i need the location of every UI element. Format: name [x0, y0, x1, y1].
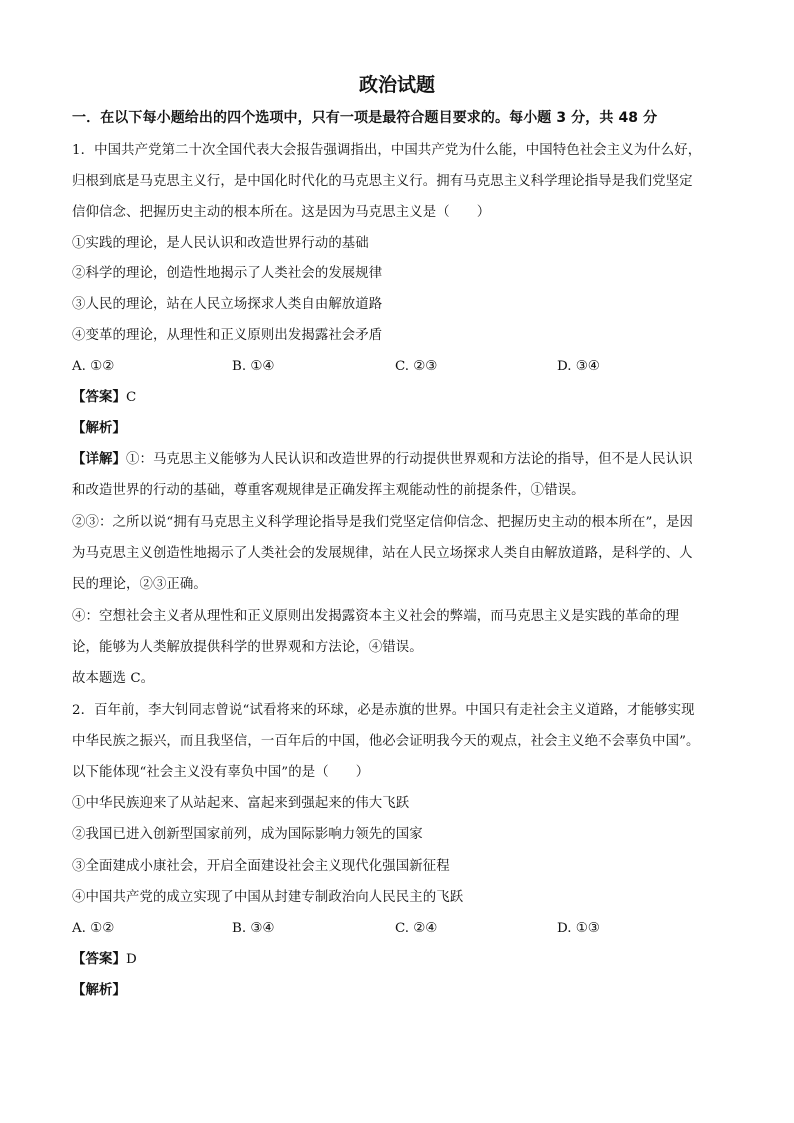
q1-detail-line: 和改造世界的行动的基础，尊重客观规律是正确发挥主观能动性的前提条件，①错误。	[72, 483, 585, 498]
q2-item: ①中华民族迎来了从站起来、富起来到强起来的伟大飞跃	[72, 796, 410, 811]
q1-detail-line: 为马克思主义创造性地揭示了人类社会的发展规律，站在人民立场探求人类自由解放道路，是科学的、人	[72, 546, 693, 561]
q2-stem-line: 中华民族之振兴，而且我坚信，一百年后的中国，他必会证明我今天的观点，社会主义绝不会辜负中国”。	[72, 734, 700, 749]
q1-item: ②科学的理论，创造性地揭示了人类社会的发展规律	[72, 266, 383, 281]
q1-answer	[72, 388, 732, 408]
q1-detail-line: ④：空想社会主义者从理性和正义原则出发揭露资本主义社会的弊端，而马克思主义是实践的革命的理	[72, 609, 680, 624]
q2-option-b: B. ③④	[232, 921, 275, 936]
detail-tag: 【详解】	[72, 452, 126, 467]
q2-stem-line: 以下能体现“社会主义没有辜负中国”的是（ ）	[72, 765, 370, 780]
q1-item: ①实践的理论，是人民认识和改造世界行动的基础	[72, 236, 369, 251]
q2-analysis-tag	[72, 981, 732, 1001]
q2-item: ②我国已进入创新型国家前列，成为国际影响力领先的国家	[72, 827, 423, 842]
q1-item: ④变革的理论，从理性和正义原则出发揭露社会矛盾	[72, 328, 383, 343]
page-title: 政治试题	[358, 74, 435, 96]
q1-item: ③人民的理论，站在人民立场探求人类自由解放道路	[72, 297, 383, 312]
q1-option-b: B. ①④	[232, 359, 275, 374]
analysis-tag: 【解析】	[72, 421, 126, 436]
answer-value: D	[125, 952, 137, 967]
q1-stem-line: 归根到底是马克思主义行，是中国化时代化的马克思主义行。拥有马克思主义科学理论指导是我们党坚定	[72, 174, 693, 189]
analysis-tag: 【解析】	[72, 983, 126, 998]
q2-option-d: D. ①③	[557, 921, 600, 936]
section-heading: 一．在以下每小题给出的四个选项中，只有一项是最符合题目要求的。每小题 3 分，共 48 分	[72, 110, 658, 126]
q2-option-a: A. ①②	[72, 921, 115, 936]
q1-detail-line	[72, 450, 732, 470]
q1-stem-line: 1．中国共产党第二十次全国代表大会报告强调指出，中国共产党为什么能，中国特色社会主义为什么好，	[72, 143, 702, 158]
q1-stem-line: 信仰信念、把握历史主动的根本所在。这是因为马克思主义是（ ）	[72, 205, 491, 220]
q1-option-a: A. ①②	[72, 359, 115, 374]
detail-text: ①：马克思主义能够为人民认识和改造世界的行动提供世界观和方法论的指导，但不是人民认识	[125, 452, 693, 467]
q2-option-c: C. ②④	[395, 921, 438, 936]
q1-detail-line: ②③：之所以说“拥有马克思主义科学理论指导是我们党坚定信仰信念、把握历史主动的根本所在”，是因	[72, 515, 693, 530]
q2-item: ④中国共产党的成立实现了中国从封建专制政治向人民民主的飞跃	[72, 890, 464, 905]
answer-tag: 【答案】	[72, 952, 126, 967]
q1-detail-line: 论，能够为人类解放提供科学的世界观和方法论，④错误。	[72, 640, 423, 655]
q2-answer	[72, 950, 732, 970]
q1-conclusion: 故本题选 C。	[72, 671, 155, 686]
q2-item: ③全面建成小康社会，开启全面建设社会主义现代化强国新征程	[72, 859, 450, 874]
q1-option-d: D. ③④	[557, 359, 600, 374]
q1-analysis-tag	[72, 419, 732, 439]
q2-stem-line: 2．百年前，李大钊同志曾说“试看将来的环球，必是赤旗的世界。中国只有走社会主义道路，才能够实现	[72, 703, 695, 718]
q1-option-c: C. ②③	[395, 359, 438, 374]
q1-detail-line: 民的理论，②③正确。	[72, 577, 207, 592]
answer-value: C	[125, 390, 137, 405]
answer-tag: 【答案】	[72, 390, 126, 405]
